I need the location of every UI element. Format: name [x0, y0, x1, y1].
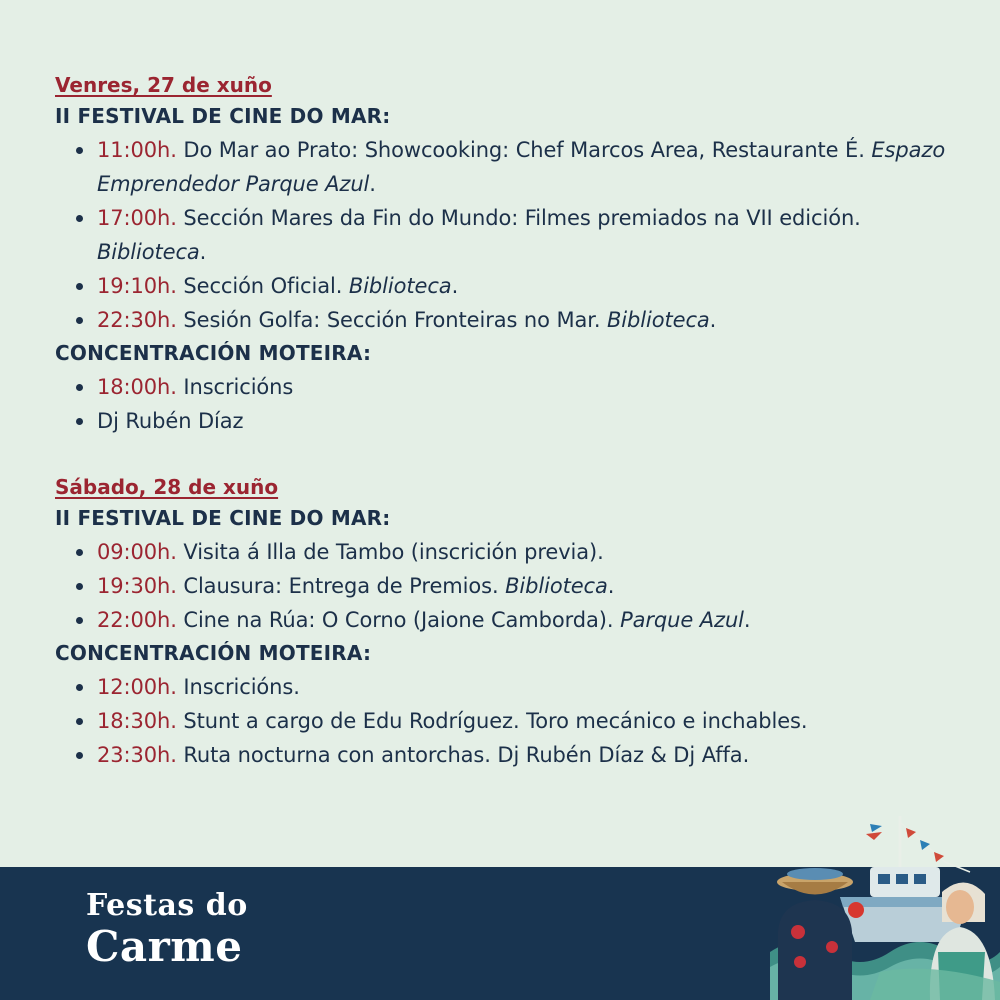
day-title: Sábado, 28 de xuño	[55, 475, 279, 499]
event-place: Espazo Emprendedor Parque Azul	[97, 138, 946, 196]
event-time: 17:00h.	[97, 206, 177, 230]
event-list	[55, 535, 975, 637]
list-item	[97, 670, 975, 704]
list-item	[97, 704, 975, 738]
event-end: .	[369, 172, 376, 196]
brand-line-1: Festas do	[86, 888, 248, 923]
event-end: .	[607, 574, 615, 598]
event-place: Biblioteca	[505, 574, 608, 598]
list-item	[97, 569, 975, 603]
event-text: Inscricións	[176, 375, 294, 399]
list-item	[97, 370, 975, 404]
event-time: 18:00h.	[97, 375, 177, 399]
section-heading: CONCENTRACIÓN MOTEIRA:	[55, 341, 372, 365]
section-heading: II FESTIVAL DE CINE DO MAR:	[55, 104, 391, 128]
list-item	[97, 133, 975, 201]
event-time: 23:30h.	[97, 743, 177, 767]
list-item	[97, 535, 975, 569]
event-end: .	[709, 308, 717, 332]
event-end: .	[199, 240, 207, 264]
festas-do-carme-logo	[86, 888, 248, 970]
event-text: Stunt a cargo de Edu Rodríguez. Toro mecánico e inchables.	[176, 709, 808, 733]
event-text: Ruta nocturna con antorchas. Dj Rubén Díaz & Dj Affa.	[176, 743, 750, 767]
event-text: Cine na Rúa: O Corno (Jaione Camborda).	[176, 608, 621, 632]
list-item	[97, 303, 975, 337]
event-time: 12:00h.	[97, 675, 177, 699]
event-text: Visita á Illa de Tambo (inscrición previa).	[176, 540, 604, 564]
event-time: 09:00h.	[97, 540, 177, 564]
event-text: Do Mar ao Prato: Showcooking: Chef Marcos Area, Restaurante É.	[176, 138, 872, 162]
event-end: .	[451, 274, 459, 298]
event-text: Sección Mares da Fin do Mundo: Filmes premiados na VII edición.	[176, 206, 861, 230]
list-item	[97, 603, 975, 637]
event-time: 22:00h.	[97, 608, 177, 632]
event-place: Biblioteca	[97, 240, 200, 264]
event-place: Biblioteca	[348, 274, 452, 298]
brand-line-2: Carme	[86, 922, 243, 971]
fishing-boat-illustration	[770, 812, 1000, 1000]
event-time: 11:00h.	[97, 138, 177, 162]
day-title: Venres, 27 de xuño	[55, 73, 272, 97]
section-heading: II FESTIVAL DE CINE DO MAR:	[55, 506, 391, 530]
event-list	[55, 670, 975, 772]
list-item	[97, 201, 975, 269]
event-list	[55, 370, 975, 438]
event-time: 19:10h.	[97, 274, 177, 298]
event-text: Clausura: Entrega de Premios.	[176, 574, 506, 598]
event-time: 19:30h.	[97, 574, 177, 598]
event-place: Parque Azul	[620, 608, 744, 632]
event-text: Dj Rubén Díaz	[97, 409, 244, 433]
list-item	[97, 738, 975, 772]
event-end: .	[743, 608, 751, 632]
event-text: Inscricións.	[176, 675, 300, 699]
list-item	[97, 404, 975, 438]
event-text: Sección Oficial.	[176, 274, 349, 298]
event-text: Sesión Golfa: Sección Fronteiras no Mar.	[176, 308, 607, 332]
event-time: 18:30h.	[97, 709, 177, 733]
list-item	[97, 269, 975, 303]
event-place: Biblioteca	[607, 308, 710, 332]
section-heading: CONCENTRACIÓN MOTEIRA:	[55, 641, 372, 665]
event-list	[55, 133, 975, 337]
event-time: 22:30h.	[97, 308, 177, 332]
schedule	[55, 70, 975, 772]
